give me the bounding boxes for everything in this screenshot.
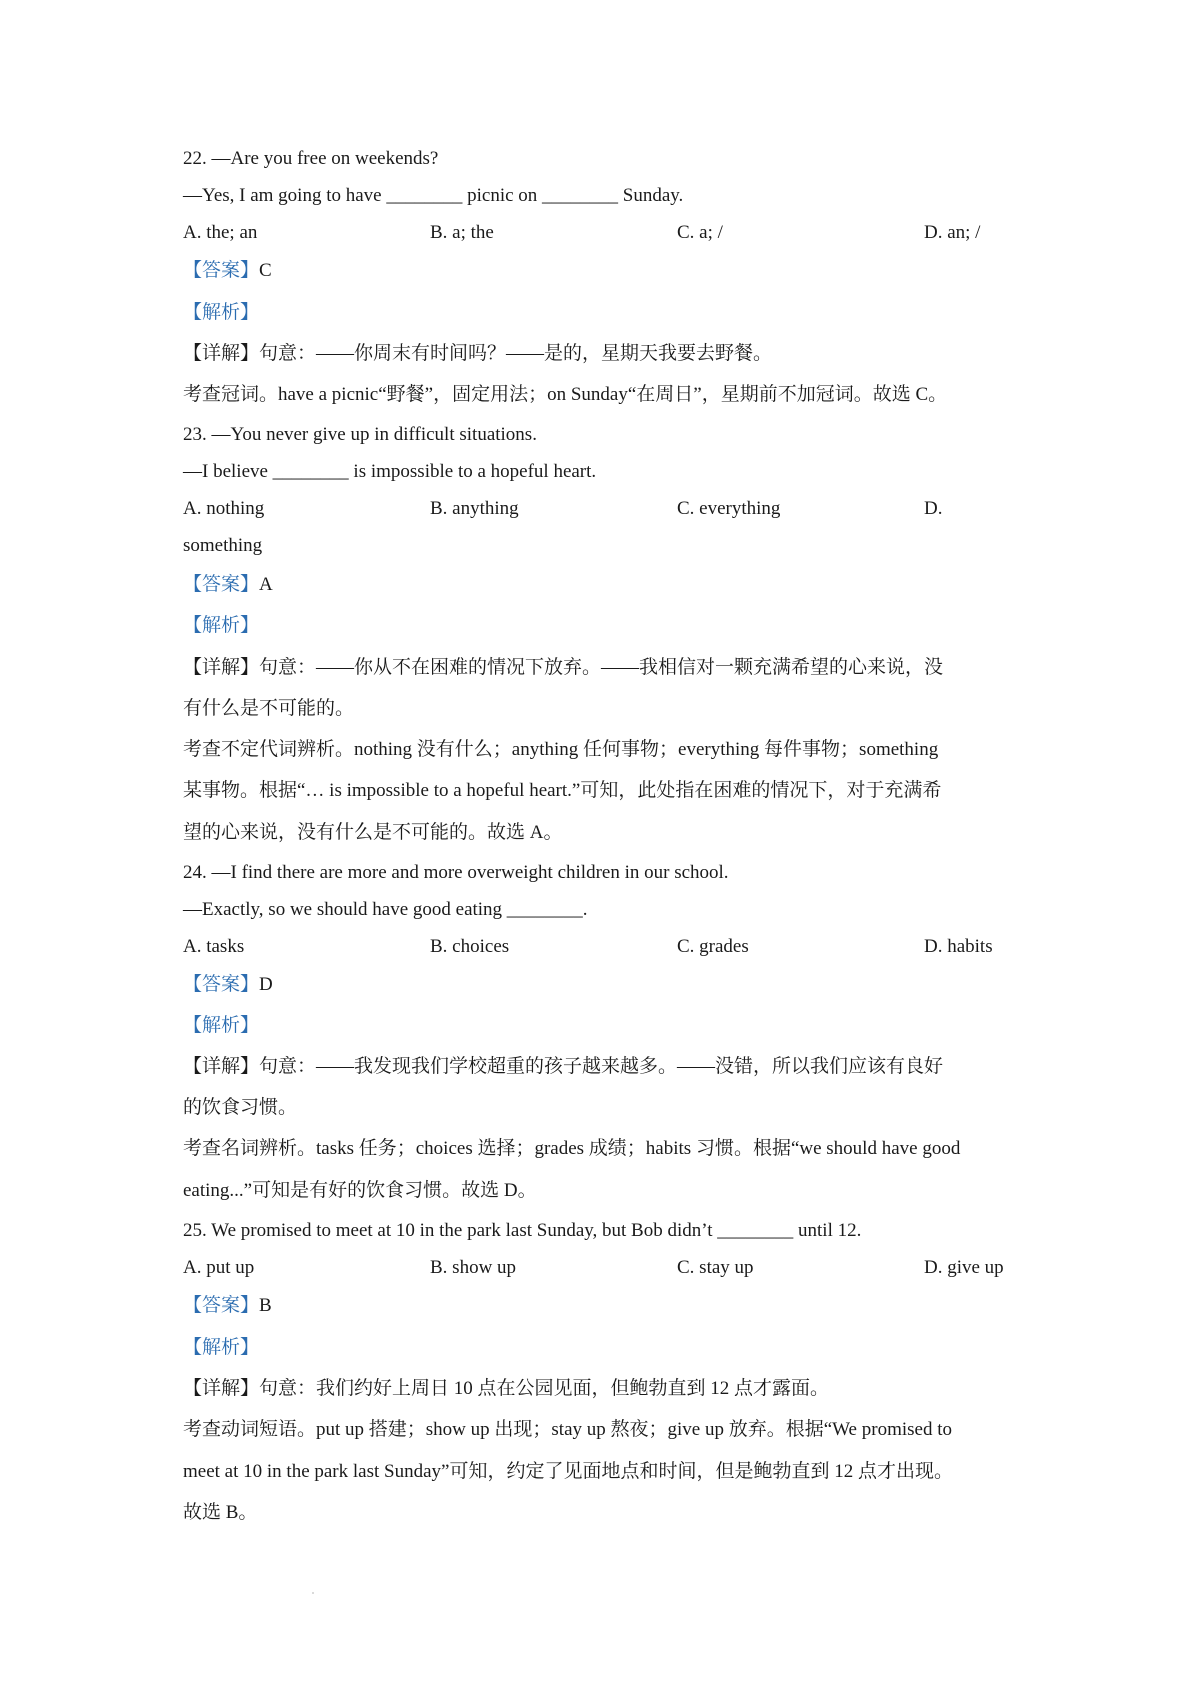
answer-tag: 【答案】 [183, 974, 260, 995]
q24-answer [183, 972, 273, 998]
q24-option-d: D. habits [924, 936, 993, 957]
q23-analysis-tag: 【解析】 [183, 615, 260, 636]
q25-stem-line1: 25. We promised to meet at 10 in the park last Sunday, but Bob didn’t ________ until 12. [183, 1220, 862, 1241]
detail-tag: 【详解】 [183, 1056, 260, 1077]
detail-tag: 【详解】 [183, 1378, 260, 1399]
q23-explanation-line3: 望的心来说，没有什么是不可能的。故选 A。 [183, 822, 563, 843]
q23-explanation-line2: 某事物。根据“… is impossible to a hopeful heart.”可知，此处指在困难的情况下，对于充满希 [183, 780, 942, 801]
q25-answer [183, 1293, 272, 1319]
answer-tag: 【答案】 [183, 260, 260, 281]
q24-option-a: A. tasks [183, 936, 245, 957]
q22-answer [183, 258, 272, 284]
q24-option-c: C. grades [677, 936, 749, 957]
q25-explanation-line3: 故选 B。 [183, 1502, 258, 1523]
q24-explanation-line1: 考查名词辨析。tasks 任务；choices 选择；grades 成绩；habits 习惯。根据“we should have good [183, 1138, 961, 1159]
answer-value: C [259, 260, 272, 281]
q23-explanation-line1: 考查不定代词辨析。nothing 没有什么；anything 任何事物；everything 每件事物；something [183, 739, 939, 760]
q23-stem-line1: 23. —You never give up in difficult situations. [183, 424, 537, 445]
q23-detail-line1 [183, 655, 943, 681]
detail-text: 句意：——你周末有时间吗？——是的，星期天我要去野餐。 [259, 343, 773, 364]
q25-option-a: A. put up [183, 1257, 255, 1278]
q22-stem-line1: 22. —Are you free on weekends? [183, 148, 439, 169]
answer-tag: 【答案】 [183, 574, 260, 595]
detail-tag: 【详解】 [183, 657, 260, 678]
q24-detail-line2: 的饮食习惯。 [183, 1097, 298, 1118]
q24-explanation-line2: eating...”可知是有好的饮食习惯。故选 D。 [183, 1180, 537, 1201]
q22-option-c: C. a; / [677, 222, 723, 243]
q22-stem-line2: —Yes, I am going to have ________ picnic on ________ Sunday. [183, 185, 684, 206]
q22-option-b: B. a; the [430, 222, 494, 243]
q25-explanation-line2: meet at 10 in the park last Sunday”可知，约定了见面地点和时间，但是鲍勃直到 12 点才出现。 [183, 1461, 953, 1482]
q25-option-d: D. give up [924, 1257, 1004, 1278]
q25-detail [183, 1376, 829, 1402]
q23-answer [183, 572, 273, 598]
q24-option-b: B. choices [430, 936, 510, 957]
q24-stem-line2: —Exactly, so we should have good eating ________. [183, 899, 588, 920]
q22-explanation: 考查冠词。have a picnic“野餐”，固定用法；on Sunday“在周日”，星期前不加冠词。故选 C。 [183, 384, 948, 405]
answer-tag: 【答案】 [183, 1295, 260, 1316]
q22-option-d: D. an; / [924, 222, 981, 243]
detail-text: 句意：——你从不在困难的情况下放弃。——我相信对一颗充满希望的心来说，没 [259, 657, 944, 678]
answer-value: A [259, 574, 273, 595]
detail-text: 句意：我们约好上周日 10 点在公园见面，但鲍勃直到 12 点才露面。 [259, 1378, 830, 1399]
detail-tag: 【详解】 [183, 343, 260, 364]
q23-option-b: B. anything [430, 498, 519, 519]
q25-option-c: C. stay up [677, 1257, 754, 1278]
q25-explanation-line1: 考查动词短语。put up 搭建；show up 出现；stay up 熬夜；give up 放弃。根据“We promised to [183, 1419, 952, 1440]
q23-stem-line2: —I believe ________ is impossible to a hopeful heart. [183, 461, 597, 482]
answer-value: B [259, 1295, 272, 1316]
q24-analysis-tag: 【解析】 [183, 1015, 260, 1036]
detail-text: 句意：——我发现我们学校超重的孩子越来越多。——没错，所以我们应该有良好 [259, 1056, 944, 1077]
q23-option-d-wrap: something [183, 535, 263, 556]
scan-speck [312, 1592, 314, 1594]
answer-value: D [259, 974, 273, 995]
q23-option-c: C. everything [677, 498, 781, 519]
q25-option-b: B. show up [430, 1257, 517, 1278]
q22-analysis-tag: 【解析】 [183, 302, 260, 323]
q23-option-d: D. [924, 498, 943, 519]
q23-option-a: A. nothing [183, 498, 265, 519]
q23-detail-line2: 有什么是不可能的。 [183, 698, 355, 719]
q22-detail [183, 341, 772, 367]
q24-detail-line1 [183, 1054, 943, 1080]
q24-stem-line1: 24. —I find there are more and more overweight children in our school. [183, 862, 729, 883]
q25-analysis-tag: 【解析】 [183, 1337, 260, 1358]
q22-option-a: A. the; an [183, 222, 258, 243]
